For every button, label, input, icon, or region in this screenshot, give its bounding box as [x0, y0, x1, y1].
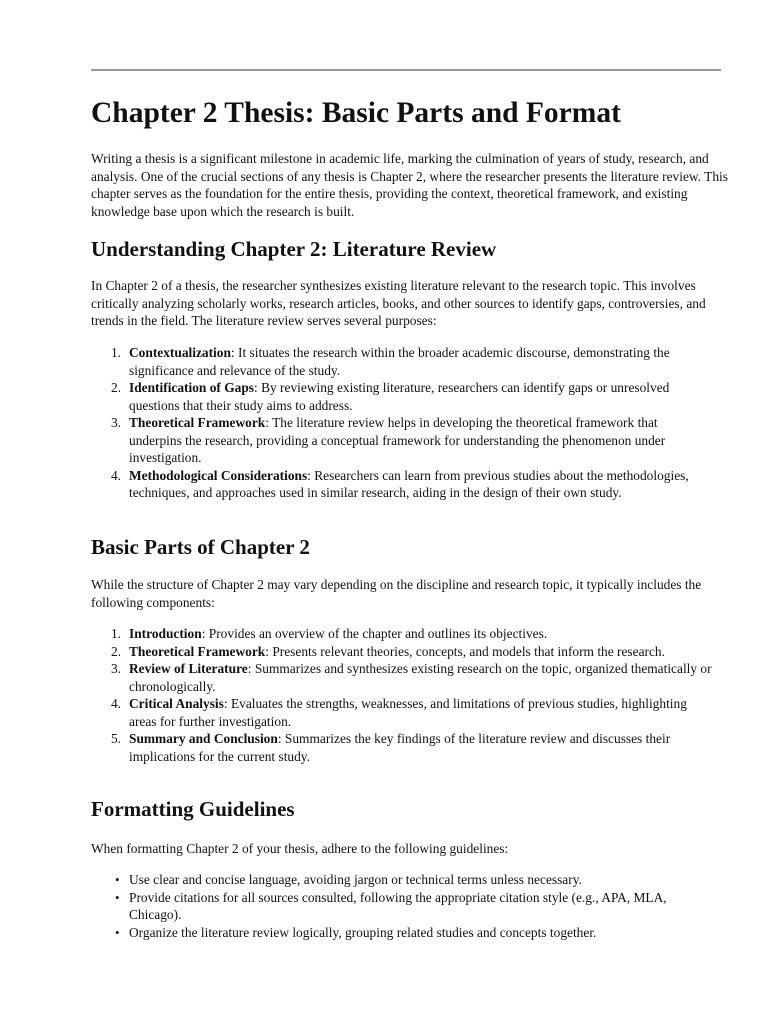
section-basic-parts-body — [91, 576, 731, 611]
section-basic-parts — [91, 534, 731, 560]
section-heading: Understanding Chapter 2: Literature Review — [91, 237, 497, 261]
section-literature-review-body — [91, 277, 731, 330]
list-item-term: Contextualization — [129, 345, 231, 360]
list-item-text: Summarizes and synthesizes existing research on the topic, organized thematically or chronologically. — [129, 661, 712, 694]
top-divider — [91, 69, 721, 71]
intro-paragraph: Writing a thesis is a significant milestone in academic life, marking the culmination of years of study, research, and analysis. One of the crucial sections of any thesis is Chapter 2, where the researcher presents the literature review. This chapter serves as the foundation for the entire thesis, providing the context, theoretical framework, and existing knowledge base upon which the research is built. — [91, 151, 728, 219]
list-item-term: Methodological Considerations — [129, 467, 308, 483]
page-title: Chapter 2 Thesis: Basic Parts and Format — [91, 97, 621, 129]
list-item — [91, 889, 721, 924]
list-item — [91, 871, 721, 889]
list-item — [91, 379, 711, 414]
section-paragraph: When formatting Chapter 2 of your thesis, adhere to the following guidelines: — [91, 841, 509, 856]
list-item — [91, 924, 721, 942]
components-list — [91, 625, 716, 765]
list-item-number: 3. — [110, 415, 121, 430]
bullet-icon: • — [115, 889, 120, 905]
list-item-number: 1. — [110, 345, 121, 360]
intro-section — [91, 150, 731, 220]
list-item-number: 4. — [110, 467, 121, 483]
section-heading: Formatting Guidelines — [91, 797, 295, 821]
section-paragraph: In Chapter 2 of a thesis, the researcher synthesizes existing literature relevant to the research topic. This involves critically analyzing scholarly works, research articles, books, and other sources to identify gaps, controversies, and trends in the field. The literature review serves several purposes: — [91, 278, 706, 328]
list-item-number: 3. — [110, 661, 121, 676]
section-paragraph: While the structure of Chapter 2 may vary depending on the discipline and research topic, it typically includes the following components: — [91, 577, 702, 610]
list-item-term: Theoretical Framework — [129, 643, 266, 659]
list-item-separator: : — [277, 731, 282, 746]
list-item-separator: : — [265, 643, 269, 659]
components-list-container — [91, 625, 716, 765]
list-item — [91, 414, 711, 467]
list-item-text: Use clear and concise language, avoiding jargon or technical terms unless necessary. — [129, 872, 582, 887]
list-item — [91, 467, 711, 502]
list-item-number: 1. — [110, 626, 121, 641]
list-item-term: Introduction — [129, 626, 202, 641]
list-item-text: By reviewing existing literature, researchers can identify gaps or unresolved questions that their study aims to address. — [129, 380, 670, 413]
purposes-list-container — [91, 344, 711, 502]
list-item-separator: : — [265, 415, 269, 430]
list-item — [91, 660, 716, 695]
list-item — [91, 643, 716, 661]
section-formatting — [91, 796, 731, 822]
guidelines-list-container — [91, 871, 721, 941]
purposes-list — [91, 344, 711, 502]
list-item-term: Critical Analysis — [129, 696, 224, 711]
list-item-text: Summarizes the key findings of the literature review and discusses their implications for the current study. — [129, 731, 671, 764]
list-item-number: 2. — [110, 380, 121, 395]
section-heading: Basic Parts of Chapter 2 — [91, 535, 310, 559]
list-item-text: Provides an overview of the chapter and outlines its objectives. — [205, 626, 548, 641]
list-item — [91, 730, 716, 765]
bullet-icon: • — [115, 924, 120, 940]
list-item-number: 2. — [110, 643, 121, 659]
list-item — [91, 344, 711, 379]
section-formatting-body — [91, 840, 731, 858]
list-item — [91, 695, 716, 730]
bullet-icon: • — [115, 872, 120, 887]
guidelines-list — [91, 871, 721, 941]
section-literature-review — [91, 236, 731, 262]
list-item-text: Evaluates the strengths, weaknesses, and limitations of previous studies, highlighting areas for further investigation. — [129, 696, 687, 729]
list-item-term: Theoretical Framework — [129, 415, 266, 430]
list-item-text: It situates the research within the broader academic discourse, demonstrating the significance and relevance of the study. — [129, 345, 670, 378]
list-item-separator: : — [201, 626, 206, 641]
list-item-number: 5. — [110, 731, 121, 746]
list-item-term: Identification of Gaps — [129, 380, 254, 395]
list-item-separator: : — [254, 380, 258, 395]
list-item-separator: : — [223, 696, 228, 711]
list-item — [91, 625, 716, 643]
list-item-separator: : — [247, 661, 252, 676]
list-item-number: 4. — [110, 696, 121, 711]
list-item-text: Provide citations for all sources consulted, following the appropriate citation style (e.g., APA, MLA, Chicago). — [129, 889, 667, 922]
list-item-term: Review of Literature — [129, 661, 248, 676]
list-item-text: Presents relevant theories, concepts, and models that inform the research. — [268, 643, 665, 659]
list-item-separator: : — [307, 467, 311, 483]
list-item-text: The literature review helps in developing the theoretical framework that underpins the research, providing a conceptual framework for understanding the phenomenon under investigation. — [129, 415, 666, 465]
list-item-term: Summary and Conclusion — [129, 731, 278, 746]
list-item-separator: : — [230, 345, 235, 360]
list-item-text: Researchers can learn from previous studies about the methodologies, techniques, and approaches used in similar research, aiding in the design of their own study. — [129, 467, 689, 500]
list-item-text: Organize the literature review logically, grouping related studies and concepts together. — [129, 924, 597, 940]
